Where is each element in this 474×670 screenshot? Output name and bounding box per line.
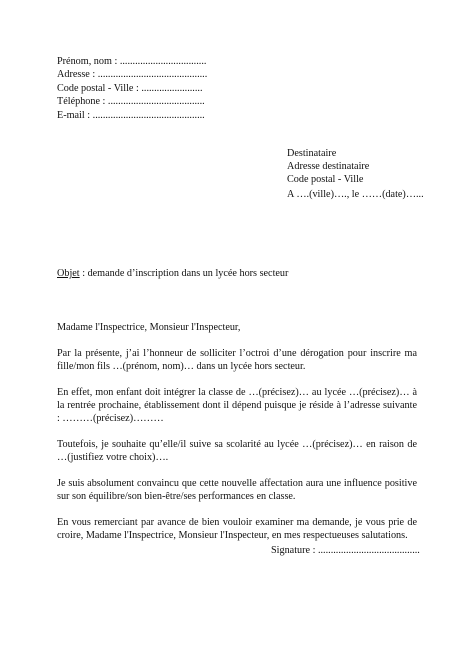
- sender-email-line: E-mail : ............................................: [57, 109, 205, 121]
- signature-line: Signature : ........................................: [271, 545, 420, 556]
- sender-block: [57, 55, 207, 122]
- recipient-postal-city: Code postal - Ville: [287, 174, 364, 186]
- recipient-name: Destinataire: [287, 148, 337, 159]
- sender-postal-city-line: Code postal - Ville : ........................: [57, 82, 203, 94]
- greeting: Madame l'Inspectrice, Monsieur l'Inspecteur,: [57, 322, 241, 333]
- recipient-block: [287, 147, 369, 187]
- body-paragraph-4: Je suis absolument convaincu que cette nouvelle affectation aura une influence positive sur son équilibre/son bien-être/ses performances en classe.: [57, 477, 417, 502]
- body-paragraph-1: Par la présente, j’ai l’honneur de solliciter l’octroi d’une dérogation pour inscrire ma fille/mon fils …(prénom, nom)… dans un lycée hors secteur.: [57, 348, 417, 373]
- sender-phone-line: Téléphone : ......................................: [57, 96, 205, 108]
- sender-address-line: Adresse : ...........................................: [57, 69, 208, 81]
- body-paragraph-3: Toutefois, je souhaite qu’elle/il suive sa scolarité au lycée …(précisez)… en raison de …(justifiez votre choix)….: [57, 439, 417, 464]
- sender-name-line: Prénom, nom : ..................................: [57, 56, 207, 67]
- body-paragraph-2: En effet, mon enfant doit intégrer la classe de …(précisez)… au lycée …(précisez)… à la rentrée prochaine, établissement dont il dépend puisque je réside à l’adresse suivante : ………(précisez)………: [57, 387, 417, 425]
- subject-text: : demande d’inscription dans un lycée hors secteur: [79, 268, 289, 279]
- recipient-address: Adresse destinataire: [287, 161, 370, 173]
- place-date-line: A ….(ville)…., le ……(date)…...: [287, 189, 424, 200]
- subject-line: [57, 268, 288, 279]
- letter-body: [57, 321, 417, 554]
- closing-paragraph: En vous remerciant par avance de bien vouloir examiner ma demande, je vous prie de croire, Madame l'Inspectrice, Monsieur l'Inspecteur, en mes respectueuses salutations.: [57, 516, 417, 541]
- subject-label: Objet: [57, 268, 80, 279]
